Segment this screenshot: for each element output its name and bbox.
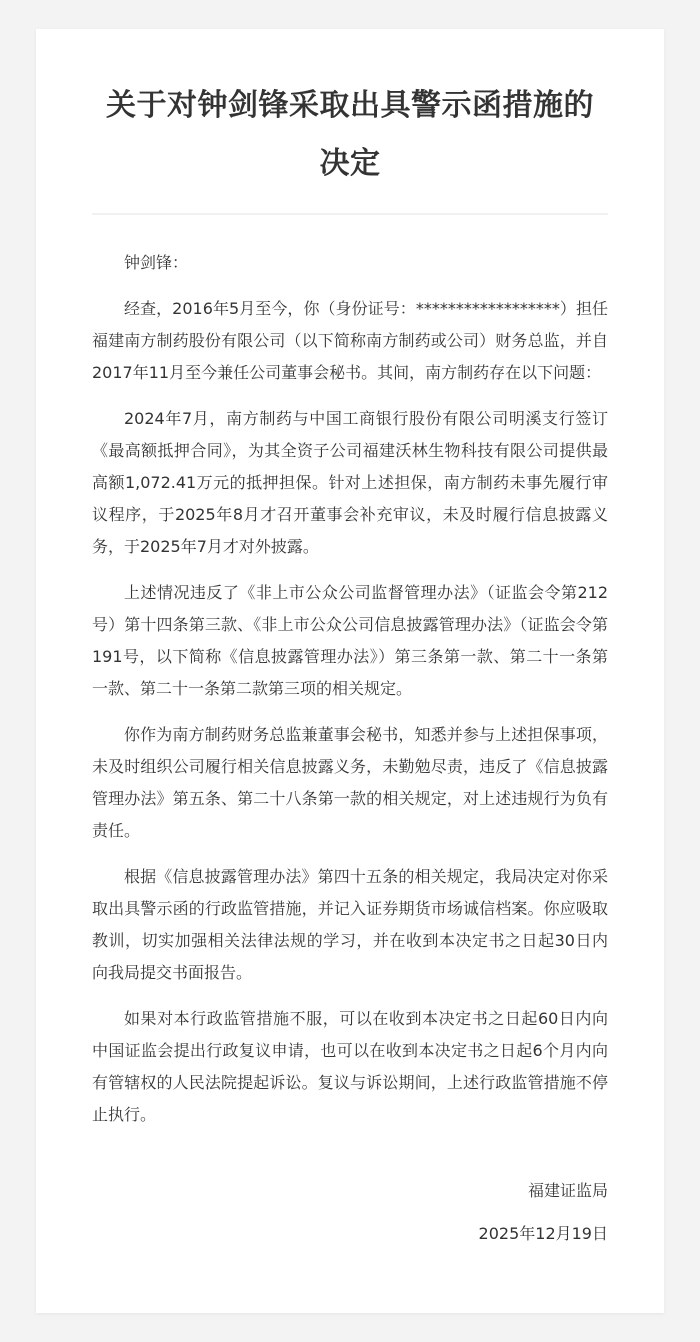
- signature-organization: 福建证监局: [527, 1181, 608, 1200]
- paragraph-facts: 2024年7月，南方制药与中国工商银行股份有限公司明溪支行签订《最高额抵押合同》，为其全资子公司福建沃林生物科技有限公司提供最高额1,072.41万元的抵押担保。针对上述担保，南方制药未事先履行审议程序，于2025年8月才召开董事会补充审议，未及时履行信息披露义务，于2025年7月才对外披露。: [92, 409, 608, 556]
- paragraph-findings: 经查，2016年5月至今，你（身份证号：******************）担任福建南方制药股份有限公司（以下简称南方制药或公司）财务总监，并自2017年11月至今兼任公司董事会秘书。其间，南方制药存在以下问题：: [92, 299, 608, 382]
- paragraph-violations: 上述情况违反了《非上市公众公司监督管理办法》（证监会令第212号）第十四条第三款、《非上市公众公司信息披露管理办法》（证监会令第191号，以下简称《信息披露管理办法》）第三条第一款、第二十一条第一款、第二十一条第二款第三项的相关规定。: [92, 583, 608, 698]
- document-body: [92, 247, 608, 1131]
- salutation: 钟剑锋：: [124, 253, 189, 272]
- document-card: [36, 29, 664, 1313]
- paragraph-decision: 根据《信息披露管理办法》第四十五条的相关规定，我局决定对你采取出具警示函的行政监管措施，并记入证券期货市场诚信档案。你应吸取教训，切实加强相关法律法规的学习，并在收到本决定书之日起30日内向我局提交书面报告。: [92, 867, 608, 982]
- signature-date: 2025年12月19日: [478, 1224, 608, 1243]
- document-title: 关于对钟剑锋采取出具警示函措施的决定: [106, 88, 594, 181]
- paragraph-appeal: 如果对本行政监管措施不服，可以在收到本决定书之日起60日内向中国证监会提出行政复议申请，也可以在收到本决定书之日起6个月内向有管辖权的人民法院提起诉讼。复议与诉讼期间，上述行政监管措施不停止执行。: [92, 1009, 608, 1124]
- title-divider: [92, 213, 608, 215]
- paragraph-responsibility: 你作为南方制药财务总监兼董事会秘书，知悉并参与上述担保事项，未及时组织公司履行相关信息披露义务，未勤勉尽责，违反了《信息披露管理办法》第五条、第二十八条第一款的相关规定，对上述违规行为负有责任。: [92, 725, 608, 840]
